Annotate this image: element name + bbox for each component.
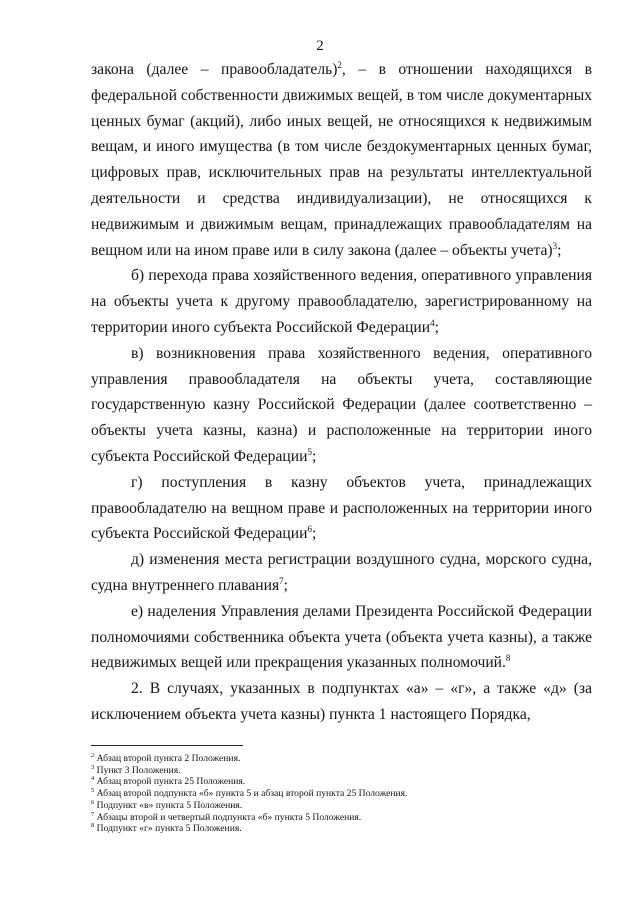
footnote-ref: 2 bbox=[337, 59, 342, 70]
text-run: ; bbox=[434, 318, 439, 336]
footnote bbox=[91, 823, 591, 835]
paragraph bbox=[91, 676, 592, 728]
footnote-number: 3 bbox=[91, 763, 95, 771]
footnote-text: Абзац второй пункта 2 Положения. bbox=[94, 753, 241, 764]
text-run: , – в отношении находящихся в федеральной собственности движимых вещей, в том числе документарных ценных бумаг (акций), либо иных вещей, не относящихся к недвижимым вещам, и иного имущества (в том числе бездокументарных ценных бумаг, цифровых прав, исключительных прав на результаты интеллектуальной деятельности и средства индивидуализации), не относящихся к недвижимым и движимым вещам, принадлежащих правообладателям на вещном или на ином праве или в силу закона (далее – объекты учета) bbox=[91, 61, 592, 259]
footnote-separator bbox=[91, 745, 243, 746]
text-run: ; bbox=[283, 576, 289, 594]
footnote-text: Абзац второй подпункта «б» пункта 5 и абзац второй пункта 25 Положения. bbox=[94, 788, 408, 800]
text-run: г) поступления в казну объектов учета, принадлежащих правообладателю на вещном праве и расположенных на территории иного субъекта Российской Федерации bbox=[91, 473, 592, 543]
text-run: закона (далее – правообладатель) bbox=[91, 61, 338, 78]
footnote bbox=[91, 800, 591, 812]
text-run: б) перехода права хозяйственного ведения, оперативного управления на объекты учета к другому правообладателю, зарегистрированному на территории иного субъекта Российской Федерации bbox=[91, 267, 592, 336]
footnote bbox=[91, 788, 591, 800]
main-text bbox=[91, 57, 592, 728]
text-run: ; bbox=[311, 525, 317, 543]
footnote-text: Пункт 3 Положения. bbox=[94, 764, 181, 776]
footnotes bbox=[91, 753, 591, 835]
footnote-ref: 5 bbox=[307, 446, 312, 457]
text-run: ; bbox=[311, 447, 317, 465]
footnote-text: Абзацы второй и четвертый подпункта «б» пункта 5 Положения. bbox=[94, 811, 362, 823]
footnote bbox=[91, 812, 591, 824]
footnote bbox=[91, 765, 591, 777]
paragraph bbox=[91, 57, 592, 263]
footnote bbox=[91, 776, 591, 788]
text-run: 2. В случаях, указанных в подпунктах «а» – «г», а также «д» (за исключением объекта учета казны) пункта 1 настоящего Порядка, bbox=[91, 680, 592, 723]
footnote-number: 4 bbox=[91, 775, 95, 783]
footnote-ref: 3 bbox=[552, 240, 558, 251]
paragraph bbox=[91, 547, 592, 599]
footnote-number: 6 bbox=[91, 798, 95, 806]
footnote-text: Абзац второй пункта 25 Положения. bbox=[94, 776, 246, 788]
footnote bbox=[91, 753, 591, 765]
paragraph bbox=[91, 599, 592, 676]
text-run: ; bbox=[557, 241, 562, 259]
footnote-text: Подпункт «в» пункта 5 Положения. bbox=[94, 799, 243, 811]
paragraph bbox=[91, 263, 592, 340]
paragraph bbox=[91, 341, 592, 470]
text-run: в) возникновения права хозяйственного ведения, оперативного управления правообладателя на объекты учета, составляющие государственную казну Российской Федерации (далее соответственно – объекты учета казны, казна) и расположенные на территории иного субъекта Российской Федерации bbox=[91, 344, 592, 465]
footnote-number: 5 bbox=[91, 786, 95, 794]
footnote-ref: 8 bbox=[505, 653, 511, 664]
footnote-number: 7 bbox=[91, 810, 95, 818]
footnote-ref: 7 bbox=[279, 575, 284, 586]
footnote-text: Подпункт «г» пункта 5 Положения. bbox=[94, 823, 242, 835]
page-number: 2 bbox=[316, 38, 324, 54]
footnote-ref: 6 bbox=[307, 524, 312, 535]
text-run: д) изменения места регистрации воздушного судна, морского судна, судна внутреннего плавания bbox=[91, 551, 592, 594]
paragraph bbox=[91, 470, 592, 547]
footnote-number: 8 bbox=[91, 822, 95, 830]
footnote-number: 2 bbox=[91, 751, 95, 759]
text-run: е) наделения Управления делами Президента Российской Федерации полномочиями собственника объекта учета (объекта учета казны), а также недвижимых вещей или прекращения указанных полномочий. bbox=[91, 602, 592, 672]
footnote-ref: 4 bbox=[430, 317, 435, 328]
